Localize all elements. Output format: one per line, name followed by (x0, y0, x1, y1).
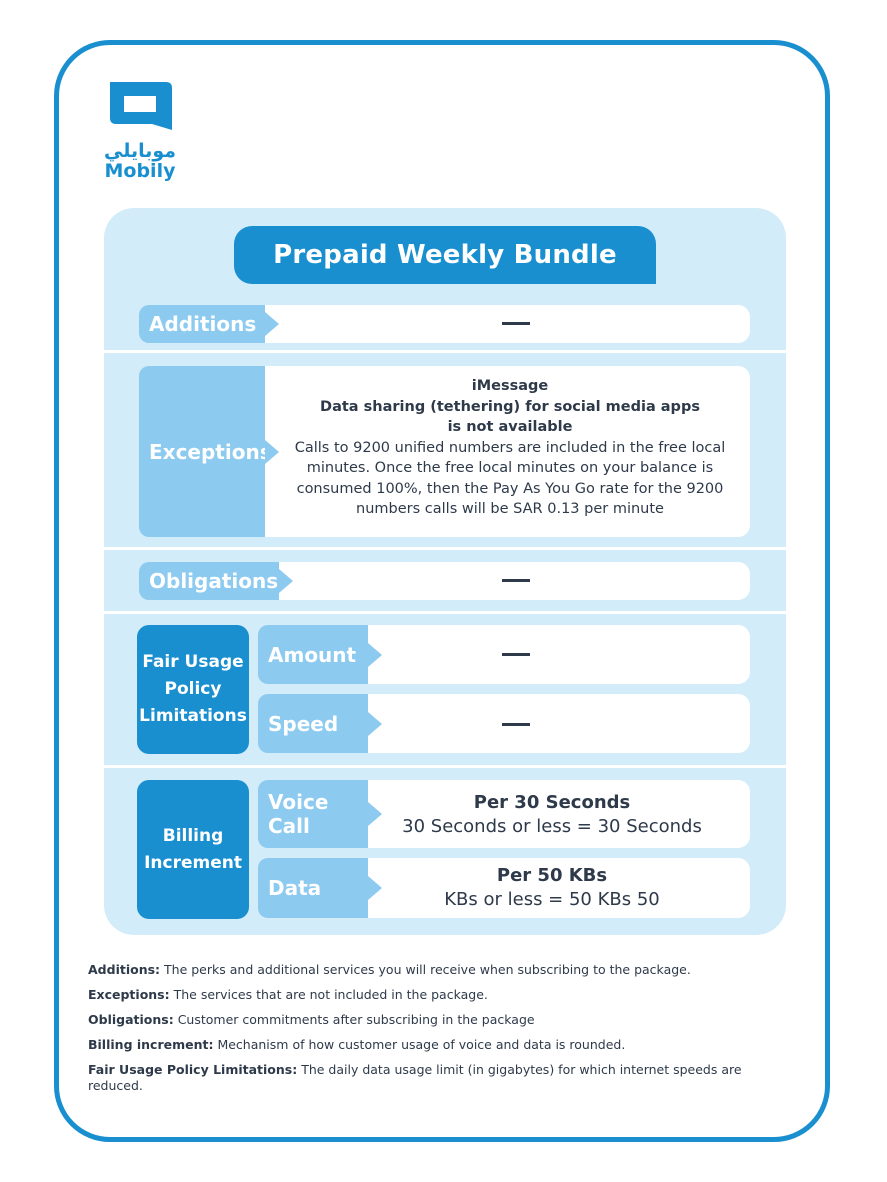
definition-term: Additions: (88, 962, 161, 977)
definition-item (88, 1012, 748, 1028)
amount-label-text: Amount (268, 642, 357, 667)
amount-value-dash (502, 653, 530, 656)
exceptions-label-text: Exceptions (149, 439, 272, 464)
data-label-text: Data (268, 876, 322, 900)
voice-call-title: Per 30 Seconds (473, 792, 631, 813)
row-divider (104, 765, 786, 768)
definition-term: Billing increment: (88, 1037, 214, 1052)
speed-value-dash (502, 723, 530, 726)
obligations-label (139, 562, 279, 600)
speed-label (258, 694, 368, 753)
fair-usage-label: Fair Usage Policy Limitations (137, 625, 249, 754)
exception-tethering: Data sharing (tethering) for social media apps (320, 398, 700, 415)
additions-value-dash (502, 322, 530, 325)
amount-label (258, 625, 368, 684)
page-title: Prepaid Weekly Bundle (234, 226, 656, 284)
voice-call-value (382, 791, 722, 839)
obligations-value-dash (502, 579, 530, 582)
definition-item (88, 1037, 748, 1053)
definition-term: Fair Usage Policy Limitations: (88, 1062, 298, 1077)
row-divider (104, 350, 786, 353)
speed-label-text: Speed (268, 711, 339, 736)
additions-label (139, 305, 265, 343)
definitions-list (88, 962, 748, 1103)
voice-call-detail: 30 Seconds or less = 30 Seconds (402, 816, 702, 837)
data-title: Per 50 KBs (496, 865, 608, 886)
voice-call-label (258, 780, 368, 848)
obligations-label-text: Obligations (149, 569, 279, 593)
definition-text: The daily data usage limit (in gigabytes) for which internet speeds are reduced. (88, 1062, 742, 1093)
definition-text: The services that are not included in the package. (169, 987, 488, 1002)
definition-item (88, 987, 748, 1003)
logo-english-name: Mobily (104, 160, 176, 182)
definition-item (88, 962, 748, 978)
exceptions-value (280, 376, 740, 520)
definition-term: Obligations: (88, 1012, 174, 1027)
exception-9200-calls: Calls to 9200 unified numbers are included in the free local minutes. Once the free local minutes on your balance is consumed 100%, then the Pay As You Go rate for the 9200 numbers calls will be SAR 0.13 per minute (294, 439, 726, 517)
definition-term: Exceptions: (88, 987, 170, 1002)
row-divider (104, 611, 786, 614)
additions-label-text: Additions (149, 312, 257, 336)
logo-arabic-name: موبايلي (103, 140, 177, 162)
mobily-logo (100, 78, 180, 182)
billing-increment-label: Billing Increment (137, 780, 249, 919)
data-detail: KBs or less = 50 KBs 50 (444, 889, 660, 910)
row-divider (104, 547, 786, 550)
exceptions-label (139, 366, 272, 537)
data-value (382, 864, 722, 912)
definition-text: The perks and additional services you will receive when subscribing to the package. (160, 962, 691, 977)
definition-text: Customer commitments after subscribing in the package (173, 1012, 535, 1027)
exception-imessage: iMessage (471, 378, 549, 394)
definition-item (88, 1062, 748, 1094)
data-label (258, 858, 368, 918)
exception-not-available: is not available (447, 419, 573, 435)
voice-call-label-text: Voice Call (268, 790, 329, 838)
logo-mark-icon (100, 78, 180, 138)
definition-text: Mechanism of how customer usage of voice and data is rounded. (213, 1037, 626, 1052)
